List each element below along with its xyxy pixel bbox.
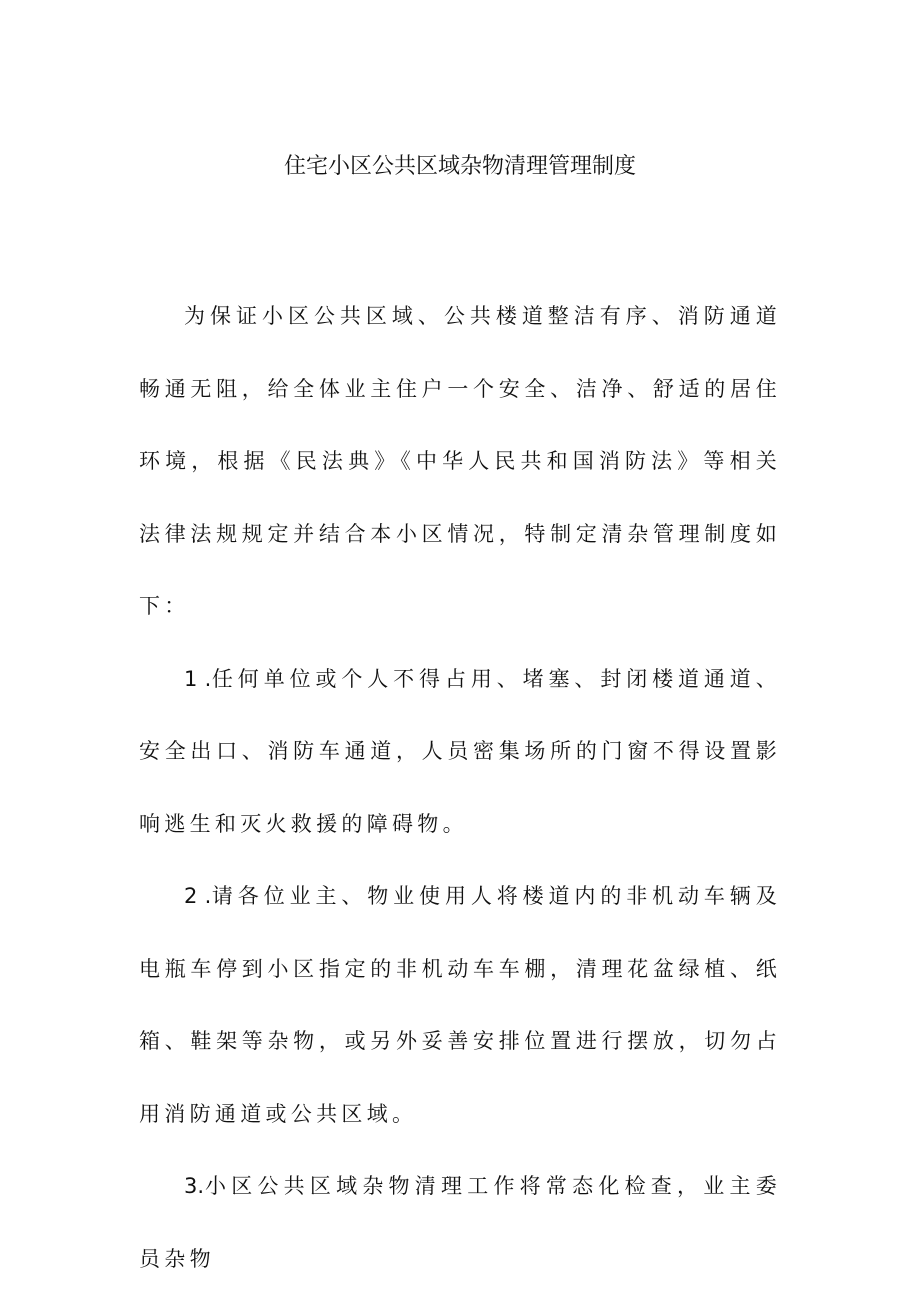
paragraph-text: 请各位业主、物业使用人将楼道内的非机动车辆及电瓶车停到小区指定的非机动车车棚，清理花盆绿植、纸箱、鞋架等杂物，或另外妥善安排位置进行摆放，切勿占用消防通道或公共区域。 bbox=[139, 884, 781, 1126]
paragraph-text: 小区公共区域杂物清理工作将常态化检查，业主委员杂物 bbox=[139, 1174, 781, 1271]
clause-number: 1 . bbox=[184, 666, 212, 691]
paragraph-text: 为保证小区公共区域、公共楼道整洁有序、消防通道畅通无阻，给全体业主住户一个安全、洁净、舒适的居住环境，根据《民法典》《中华人民共和国消防法》等相关法律法规规定并结合本小区情况，特制定清杂管理制度如下： bbox=[139, 304, 781, 618]
clause-3-paragraph bbox=[139, 1150, 781, 1295]
document-title: 住宅小区公共区域杂物清理管理制度 bbox=[283, 154, 636, 179]
clause-1-paragraph bbox=[139, 643, 781, 861]
paragraph-text: 任何单位或个人不得占用、堵塞、封闭楼道通道、安全出口、消防车通道，人员密集场所的门窗不得设置影响逃生和灭火救援的障碍物。 bbox=[139, 666, 781, 836]
clause-number: 2 . bbox=[184, 884, 212, 908]
intro-paragraph bbox=[139, 280, 781, 643]
clause-number: 3. bbox=[184, 1174, 205, 1198]
clause-2-paragraph bbox=[139, 860, 781, 1150]
document-body bbox=[139, 280, 781, 1295]
